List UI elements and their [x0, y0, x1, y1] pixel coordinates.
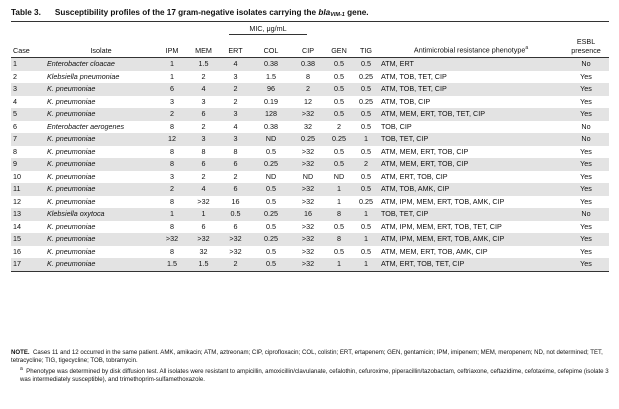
- cell-phenotype: ATM, TOB, TET, CIP: [381, 71, 447, 81]
- cell-case: 16: [13, 246, 21, 256]
- cell-gen: 1: [325, 258, 353, 271]
- cell-esbl: Yes: [563, 108, 609, 121]
- cell-ipm: 8: [157, 158, 187, 171]
- table-label: Table 3.: [11, 8, 41, 17]
- cell-cip: 8: [306, 71, 310, 81]
- cell-isolate: K. pneumoniae: [47, 146, 96, 156]
- cell-mem: 3: [187, 133, 220, 146]
- cell-tig: 0.25: [359, 71, 374, 81]
- cell-tig: 0.5: [353, 83, 379, 96]
- cell-cip: ND: [302, 171, 314, 181]
- cell-phenotype: ATM, TOB, CIP: [381, 96, 431, 106]
- cell-case: 14: [13, 221, 21, 231]
- cell-gen: 0.5: [325, 83, 353, 96]
- cell-gen: 0.5: [334, 246, 344, 256]
- cell-esbl: Yes: [563, 158, 609, 171]
- table-row: [11, 83, 609, 96]
- cell-esbl: Yes: [580, 146, 592, 156]
- cell-isolate: K. pneumoniae: [47, 96, 96, 106]
- title-text-after: gene.: [344, 8, 369, 17]
- cell-cip: >32: [301, 246, 315, 256]
- cell-ipm: 12: [157, 133, 187, 146]
- cell-ert: 0.5: [220, 208, 251, 221]
- cell-cip: >32: [301, 146, 315, 156]
- cell-ipm: 8: [170, 121, 174, 131]
- cell-ert: 6: [233, 221, 238, 231]
- cell-cip: >32: [291, 233, 325, 246]
- cell-phenotype: ATM, MEM, ERT, TOB, CIP: [379, 158, 563, 171]
- cell-isolate: K. pneumoniae: [47, 196, 96, 206]
- cell-isolate: Enterobacter aerogenes: [47, 121, 125, 131]
- cell-tig: 0.5: [353, 58, 379, 71]
- cell-gen: 0.25: [325, 133, 353, 146]
- cell-ert: 4: [233, 121, 238, 131]
- col-header-ert: ERT: [220, 35, 251, 58]
- cell-ert: >32: [220, 233, 251, 246]
- cell-phenotype: ATM, IPM, MEM, ERT, TOB, AMK, CIP: [379, 233, 563, 246]
- cell-ert: 6: [220, 158, 251, 171]
- table-row: [11, 208, 609, 221]
- cell-isolate: K. pneumoniae: [45, 158, 157, 171]
- cell-esbl: No: [563, 58, 609, 71]
- cell-tig: 1: [353, 258, 379, 271]
- cell-phenotype: ATM, IPM, MEM, ERT, TOB, AMK, CIP: [381, 196, 505, 206]
- cell-mem: 1.5: [187, 58, 220, 71]
- table-row: [11, 58, 609, 71]
- cell-isolate: K. pneumoniae: [45, 108, 157, 121]
- col-header-esbl: ESBL presence: [563, 35, 609, 58]
- title-text-before: Susceptibility profiles of the 17 gram-negative isolates carrying the: [54, 8, 319, 17]
- cell-col: 96: [251, 83, 291, 96]
- table-row: [11, 96, 609, 109]
- note-text: Cases 11 and 12 occurred in the same patient. AMK, amikacin; ATM, aztreonam; CIP, ciprofloxacin; COL, colistin; ERT, ertapenem; GEN, gentamicin; IPM, imipenem; MEM, meropenem; ND, not determined; TET, tetracycline; TIG, tigecycline; TOB, tobramycin.: [11, 349, 603, 364]
- cell-gen: ND: [333, 171, 345, 181]
- cell-col: 0.38: [251, 58, 291, 71]
- cell-mem: 1: [187, 208, 220, 221]
- cell-col: 0.5: [251, 183, 291, 196]
- cell-tig: 1: [353, 233, 379, 246]
- cell-case: 4: [13, 96, 17, 106]
- table-row: [11, 233, 609, 246]
- cell-isolate: K. pneumoniae: [47, 221, 96, 231]
- cell-esbl: Yes: [580, 71, 592, 81]
- cell-ert: 2: [220, 258, 251, 271]
- cell-cip: >32: [291, 183, 325, 196]
- cell-phenotype: ATM, TOB, TET, CIP: [379, 83, 563, 96]
- cell-case: 3: [11, 83, 45, 96]
- table-row: [11, 258, 609, 271]
- cell-ipm: 1.5: [157, 258, 187, 271]
- header-row: [11, 35, 609, 58]
- table-row: [11, 121, 609, 134]
- cell-gen: 0.5: [334, 96, 344, 106]
- cell-isolate: Klebsiella pneumoniae: [47, 71, 120, 81]
- cell-gen: 0.5: [334, 71, 344, 81]
- table-row: [11, 183, 609, 196]
- cell-mem: 1.5: [187, 258, 220, 271]
- cell-mem: 6: [187, 108, 220, 121]
- cell-col: 0.25: [251, 233, 291, 246]
- table-row: [11, 146, 609, 159]
- cell-isolate: K. pneumoniae: [45, 133, 157, 146]
- cell-mem: 8: [201, 146, 206, 156]
- cell-case: 12: [13, 196, 21, 206]
- cell-cip: >32: [291, 108, 325, 121]
- cell-gen: 0.5: [334, 146, 344, 156]
- cell-esbl: Yes: [563, 258, 609, 271]
- cell-ipm: 3: [170, 171, 174, 181]
- cell-phenotype: ATM, MEM, ERT, TOB, CIP: [381, 146, 469, 156]
- cell-ipm: 2: [157, 108, 187, 121]
- cell-case: 6: [13, 121, 17, 131]
- table-row: [11, 108, 609, 121]
- cell-tig: 2: [353, 158, 379, 171]
- cell-phenotype: TOB, TET, CIP: [379, 133, 563, 146]
- cell-gen: 0.5: [325, 108, 353, 121]
- col-header-mem: MEM: [187, 35, 220, 58]
- cell-gen: 0.5: [325, 158, 353, 171]
- cell-isolate: K. pneumoniae: [47, 171, 96, 181]
- cell-phenotype: ATM, MEM, ERT, TOB, TET, CIP: [379, 108, 563, 121]
- cell-cip: >32: [291, 158, 325, 171]
- col-header-tig: TIG: [353, 35, 379, 58]
- cell-ert: 2: [220, 83, 251, 96]
- cell-esbl: No: [563, 133, 609, 146]
- header-row-group: [11, 22, 609, 36]
- table-row: [11, 221, 609, 234]
- cell-tig: 0.5: [361, 246, 372, 256]
- cell-esbl: Yes: [563, 83, 609, 96]
- cell-case: 7: [11, 133, 45, 146]
- cell-ipm: 2: [157, 183, 187, 196]
- cell-case: 5: [11, 108, 45, 121]
- cell-tig: 0.5: [353, 108, 379, 121]
- footnote-marker: a: [20, 366, 23, 372]
- cell-case: 1: [11, 58, 45, 71]
- cell-col: 0.5: [266, 196, 276, 206]
- cell-cip: >32: [291, 258, 325, 271]
- cell-tig: 1: [353, 208, 379, 221]
- cell-ert: 2: [233, 171, 238, 181]
- cell-tig: 0.5: [361, 146, 372, 156]
- cell-case: 15: [11, 233, 45, 246]
- cell-cip: 0.38: [291, 58, 325, 71]
- cell-esbl: No: [581, 121, 591, 131]
- cell-tig: 0.5: [361, 171, 372, 181]
- cell-mem: 4: [187, 183, 220, 196]
- cell-esbl: Yes: [563, 233, 609, 246]
- cell-cip: 2: [291, 83, 325, 96]
- cell-col: 0.38: [264, 121, 278, 131]
- cell-case: 10: [13, 171, 21, 181]
- cell-ert: 16: [231, 196, 240, 206]
- cell-gen: 0.5: [325, 58, 353, 71]
- col-header-col: COL: [251, 35, 291, 58]
- cell-gen: 1: [325, 183, 353, 196]
- cell-mem: >32: [187, 233, 220, 246]
- cell-esbl: Yes: [580, 221, 592, 231]
- cell-cip: 32: [304, 121, 312, 131]
- cell-tig: 0.5: [353, 183, 379, 196]
- cell-tig: 0.5: [361, 221, 372, 231]
- cell-ipm: 8: [170, 221, 174, 231]
- cell-ert: 4: [220, 58, 251, 71]
- cell-mem: 3: [201, 96, 206, 106]
- note-paragraph: [11, 349, 609, 365]
- cell-isolate: K. pneumoniae: [45, 83, 157, 96]
- cell-cip: 16: [291, 208, 325, 221]
- cell-esbl: Yes: [580, 171, 592, 181]
- gene-name: bla: [318, 8, 331, 17]
- col-header-cip: CIP: [291, 35, 325, 58]
- cell-phenotype: ATM, IPM, MEM, ERT, TOB, TET, CIP: [381, 221, 502, 231]
- cell-ipm: 8: [170, 146, 174, 156]
- cell-isolate: Enterobacter cloacae: [45, 58, 157, 71]
- cell-ipm: 3: [170, 96, 174, 106]
- cell-col: 0.5: [266, 246, 276, 256]
- cell-isolate: Klebsiella oxytoca: [45, 208, 157, 221]
- cell-ipm: 8: [170, 196, 174, 206]
- cell-ipm: 1: [157, 208, 187, 221]
- col-header-isolate: Isolate: [45, 35, 157, 58]
- cell-tig: 0.25: [359, 196, 374, 206]
- col-header-gen: GEN: [325, 35, 353, 58]
- cell-cip: >32: [301, 196, 315, 206]
- cell-isolate: K. pneumoniae: [45, 183, 157, 196]
- cell-mem: 2: [201, 121, 206, 131]
- cell-phenotype: TOB, CIP: [381, 121, 412, 131]
- mic-group-header: MIC, μg/mL: [157, 22, 379, 36]
- cell-ipm: >32: [157, 233, 187, 246]
- cell-esbl: Yes: [580, 246, 592, 256]
- cell-esbl: Yes: [563, 183, 609, 196]
- cell-isolate: K. pneumoniae: [45, 258, 157, 271]
- cell-col: 0.25: [251, 208, 291, 221]
- cell-cip: 0.25: [291, 133, 325, 146]
- cell-gen: 8: [325, 233, 353, 246]
- cell-tig: 1: [353, 133, 379, 146]
- cell-ipm: 6: [157, 83, 187, 96]
- cell-tig: 0.25: [359, 96, 374, 106]
- cell-mem: >32: [197, 196, 210, 206]
- cell-col: 128: [251, 108, 291, 121]
- cell-esbl: No: [563, 208, 609, 221]
- cell-phenotype: ATM, ERT, TOB, CIP: [381, 171, 448, 181]
- cell-mem: 2: [201, 71, 206, 81]
- table-row: [11, 71, 609, 84]
- cell-gen: 8: [325, 208, 353, 221]
- footnote-paragraph: [11, 365, 609, 384]
- cell-ert: 8: [233, 146, 238, 156]
- note-label: NOTE.: [11, 349, 30, 356]
- col-header-case: Case: [11, 35, 45, 58]
- cell-case: 8: [13, 146, 17, 156]
- col-header-resistance: Antimicrobial resistance phenotype$^a$: [379, 35, 563, 58]
- cell-case: 13: [11, 208, 45, 221]
- cell-mem: 6: [187, 158, 220, 171]
- cell-ert: 3: [220, 108, 251, 121]
- cell-col: 1.5: [266, 71, 276, 81]
- table-title: [11, 4, 369, 21]
- cell-phenotype: ATM, MEM, ERT, TOB, AMK, CIP: [381, 246, 488, 256]
- table-row: [11, 196, 609, 209]
- table-row: [11, 246, 609, 259]
- cell-esbl: Yes: [580, 196, 592, 206]
- cell-ipm: 1: [170, 71, 174, 81]
- cell-gen: 1: [337, 196, 341, 206]
- cell-esbl: Yes: [580, 96, 592, 106]
- cell-mem: 6: [201, 221, 206, 231]
- cell-mem: 32: [199, 246, 208, 256]
- cell-col: 0.25: [251, 158, 291, 171]
- table-row: [11, 158, 609, 171]
- cell-col: 0.19: [264, 96, 278, 106]
- cell-cip: 12: [304, 96, 312, 106]
- cell-ipm: 8: [170, 246, 174, 256]
- cell-ert: 6: [220, 183, 251, 196]
- gene-subscript: VIM-1: [330, 12, 345, 18]
- cell-col: ND: [265, 171, 277, 181]
- col-header-ipm: IPM: [157, 35, 187, 58]
- cell-case: 11: [11, 183, 45, 196]
- cell-ert: 3: [220, 133, 251, 146]
- cell-tig: 0.5: [361, 121, 372, 131]
- cell-gen: 0.5: [334, 221, 344, 231]
- table-row: [11, 133, 609, 146]
- cell-mem: 4: [187, 83, 220, 96]
- cell-col: 0.5: [266, 146, 276, 156]
- cell-gen: 2: [337, 121, 341, 131]
- cell-phenotype: ATM, ERT, TOB, TET, CIP: [379, 258, 563, 271]
- cell-ert: 2: [233, 96, 238, 106]
- cell-phenotype: ATM, ERT: [379, 58, 563, 71]
- cell-phenotype: TOB, TET, CIP: [379, 208, 563, 221]
- table-notes: [11, 349, 609, 384]
- cell-ert: 3: [233, 71, 238, 81]
- cell-case: 9: [11, 158, 45, 171]
- footnote-text: Phenotype was determined by disk diffusion test. All isolates were resistant to ampicillin, amoxicillin/clavulanate, cefalothin, cefuroxime, piperacillin/tazobactam, ceftriaxone, ceftazidime, cefotaxime, cefepime (isolate 3 was intermediately susceptible), and trimethoprim-sulfamethoxazole.: [20, 368, 609, 384]
- cell-case: 2: [13, 71, 17, 81]
- cell-col: 0.5: [251, 258, 291, 271]
- cell-col: ND: [251, 133, 291, 146]
- cell-col: 0.5: [266, 221, 276, 231]
- cell-case: 17: [11, 258, 45, 271]
- susceptibility-table: [11, 21, 609, 272]
- cell-isolate: K. pneumoniae: [45, 233, 157, 246]
- cell-mem: 2: [201, 171, 206, 181]
- cell-cip: >32: [301, 221, 315, 231]
- table-row: [11, 171, 609, 184]
- cell-ert: >32: [229, 246, 242, 256]
- cell-isolate: K. pneumoniae: [47, 246, 96, 256]
- cell-ipm: 1: [157, 58, 187, 71]
- cell-phenotype: ATM, TOB, AMK, CIP: [379, 183, 563, 196]
